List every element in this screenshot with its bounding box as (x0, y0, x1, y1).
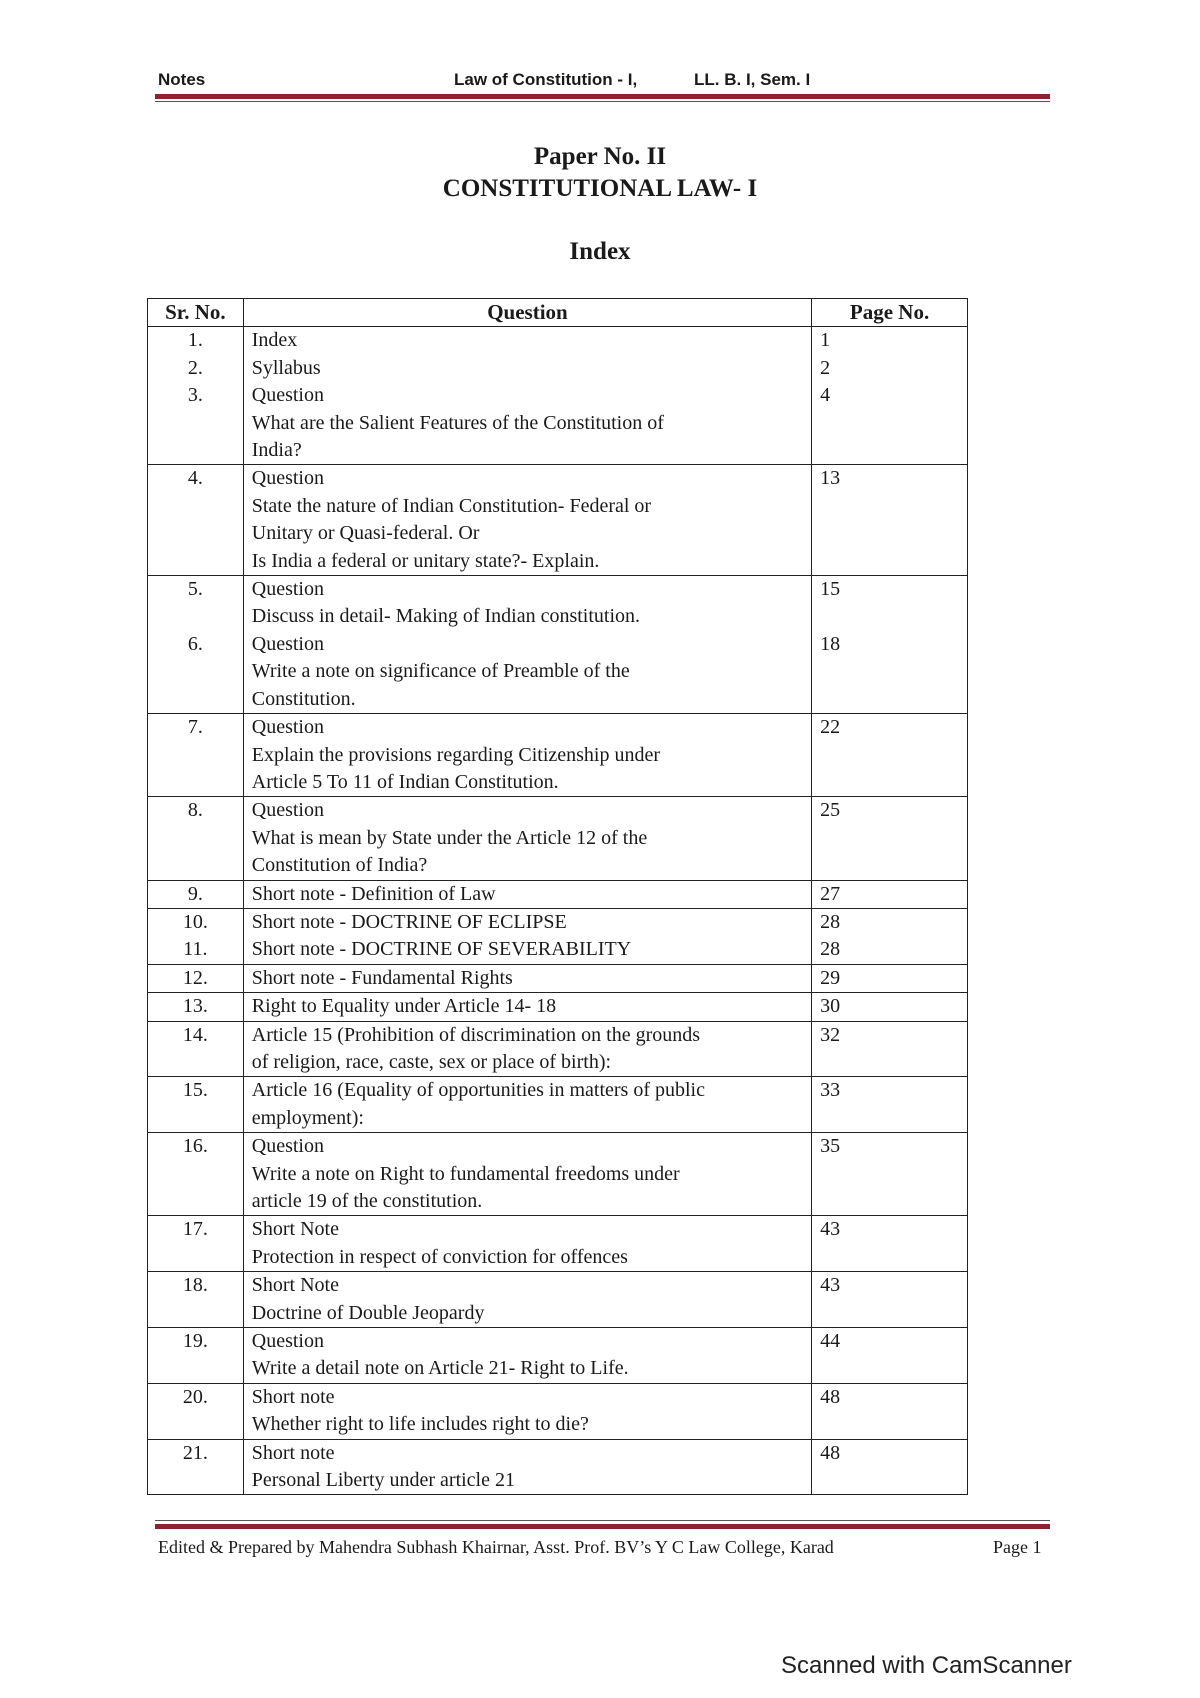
question-cell (243, 797, 811, 880)
serial-number: 21. (182, 1441, 208, 1464)
header-rule-thin (155, 101, 1050, 102)
question-line: Question (251, 632, 324, 655)
question-line: Short note - DOCTRINE OF SEVERABILITY (251, 938, 632, 961)
question-line: What are the Salient Features of the Constitution of (251, 411, 664, 434)
serial-number: 17. (182, 1218, 208, 1241)
page-number: 43 (820, 1274, 841, 1297)
question-line: Syllabus (251, 356, 321, 379)
question-line: Right to Equality under Article 14- 18 (251, 995, 557, 1018)
page-cell (812, 465, 968, 576)
question-line: Short note - Fundamental Rights (251, 966, 513, 989)
question-cell (243, 1133, 811, 1216)
page-cell (812, 327, 968, 465)
serial-cell (148, 465, 244, 576)
question-line: State the nature of Indian Constitution- Federal or (251, 494, 652, 517)
header-semester: LL. B. I, Sem. I (694, 70, 811, 89)
table-row (148, 1383, 968, 1439)
page-number: 35 (820, 1135, 841, 1158)
question-line: Short note - Definition of Law (251, 882, 496, 905)
table-row (148, 1439, 968, 1495)
page-cell (812, 1383, 968, 1439)
page-cell (812, 1439, 968, 1495)
question-line: Article 15 (Prohibition of discrimination on the grounds (251, 1023, 701, 1046)
question-cell (243, 880, 811, 908)
question-line: Discuss in detail- Making of Indian constitution. (251, 605, 641, 628)
table-header-row (148, 299, 968, 327)
table-row (148, 964, 968, 992)
question-line: Short Note (251, 1218, 339, 1241)
question-line: Short note (251, 1385, 335, 1408)
question-cell (243, 993, 811, 1021)
serial-number: 2. (187, 356, 203, 379)
footer-credit: Edited & Prepared by Mahendra Subhash Khairnar, Asst. Prof. BV’s Y C Law College, Karad (158, 1537, 834, 1557)
header-notes: Notes (158, 70, 206, 89)
question-line: Explain the provisions regarding Citizenship under (251, 743, 661, 766)
question-cell (243, 1077, 811, 1133)
question-line: Question (251, 578, 324, 601)
page-number: 2 (820, 356, 831, 379)
serial-number: 12. (182, 966, 208, 989)
question-line: Question (251, 467, 324, 490)
question-cell (243, 1021, 811, 1077)
serial-number: 20. (182, 1385, 208, 1408)
question-cell (243, 1383, 811, 1439)
page-cell (812, 576, 968, 714)
scanner-watermark: Scanned with CamScanner (781, 1652, 1072, 1679)
question-line: Protection in respect of conviction for offences (251, 1245, 628, 1268)
question-cell (243, 465, 811, 576)
serial-number (148, 603, 243, 630)
table-row (148, 714, 968, 797)
question-line: Article 5 To 11 of Indian Constitution. (251, 770, 559, 793)
question-line: article 19 of the constitution. (251, 1190, 483, 1212)
page-number (820, 603, 959, 630)
serial-number: 15. (182, 1079, 208, 1102)
serial-cell (148, 1216, 244, 1272)
question-cell (243, 1439, 811, 1495)
running-header (158, 66, 1048, 96)
serial-cell (148, 1021, 244, 1077)
question-line: Write a note on Right to fundamental freedoms under (251, 1162, 680, 1185)
footer-rule-thin (155, 1520, 1050, 1521)
serial-number: 13. (182, 995, 208, 1018)
table-row (148, 1133, 968, 1216)
page-number: 25 (820, 799, 841, 822)
serial-number: 18. (182, 1274, 208, 1297)
serial-number: 11. (183, 938, 208, 961)
col-header-page: Page No. (812, 299, 968, 327)
question-line: Unitary or Quasi-federal. Or (251, 522, 480, 545)
page-cell (812, 908, 968, 964)
serial-cell (148, 1077, 244, 1133)
question-cell (243, 1328, 811, 1384)
page-number: 28 (820, 938, 841, 961)
page-cell (812, 1133, 968, 1216)
index-heading: Index (569, 238, 631, 265)
serial-cell (148, 1383, 244, 1439)
page-number: 29 (820, 966, 841, 989)
question-line: Question (251, 799, 324, 822)
table-row (148, 465, 968, 576)
page-cell (812, 1077, 968, 1133)
serial-number: 16. (182, 1135, 208, 1158)
question-cell (243, 1272, 811, 1328)
page-number: 13 (820, 467, 841, 490)
page-number: 1 (820, 329, 831, 352)
paper-number: Paper No. II (533, 143, 667, 170)
question-cell (243, 908, 811, 964)
serial-number: 7. (187, 716, 203, 739)
question-line: Constitution. (251, 687, 356, 710)
page-cell (812, 993, 968, 1021)
question-line: Question (251, 384, 324, 407)
footer-page-number: Page 1 (993, 1537, 1042, 1557)
page-number: 4 (820, 384, 831, 407)
table-row (148, 993, 968, 1021)
question-line: Question (251, 1330, 324, 1353)
page-number: 30 (820, 995, 841, 1018)
question-line: Write a detail note on Article 21- Right to Life. (251, 1357, 629, 1380)
serial-cell (148, 1328, 244, 1384)
question-line: Whether right to life includes right to die? (251, 1413, 589, 1436)
serial-cell (148, 964, 244, 992)
question-cell (243, 1216, 811, 1272)
serial-number: 6. (187, 632, 203, 655)
serial-cell (148, 880, 244, 908)
footer-rule (155, 1524, 1050, 1529)
serial-number: 5. (187, 578, 203, 601)
serial-number: 9. (187, 882, 203, 905)
page-number: 44 (820, 1330, 841, 1353)
serial-cell (148, 1439, 244, 1495)
question-line: Short Note (251, 1274, 339, 1297)
table-row (148, 908, 968, 964)
serial-cell (148, 714, 244, 797)
question-cell (243, 327, 811, 465)
table-row (148, 576, 968, 714)
table-row (148, 1077, 968, 1133)
table-row (148, 880, 968, 908)
serial-cell (148, 908, 244, 964)
question-line: Index (251, 329, 298, 352)
question-line: Personal Liberty under article 21 (251, 1469, 515, 1492)
serial-number: 8. (187, 799, 203, 822)
col-header-question: Question (243, 299, 811, 327)
page-cell (812, 1328, 968, 1384)
question-line: Question (251, 716, 324, 739)
page-number: 48 (820, 1385, 841, 1408)
serial-cell (148, 576, 244, 714)
question-line: Short note (251, 1441, 335, 1464)
question-cell (243, 964, 811, 992)
serial-number: 4. (187, 467, 203, 490)
question-line: employment): (251, 1106, 364, 1129)
page-number: 15 (820, 578, 841, 601)
col-header-sr: Sr. No. (148, 299, 244, 327)
serial-cell (148, 797, 244, 880)
header-rule (155, 94, 1050, 99)
table-row (148, 1272, 968, 1328)
question-line: What is mean by State under the Article 12 of the (251, 826, 648, 849)
question-line: Question (251, 1135, 324, 1158)
page-number: 33 (820, 1079, 841, 1102)
serial-number: 10. (182, 910, 208, 933)
table-row (148, 327, 968, 465)
question-line: Constitution of India? (251, 854, 428, 877)
page-cell (812, 1021, 968, 1077)
page-number: 48 (820, 1441, 841, 1464)
page-cell (812, 797, 968, 880)
question-cell (243, 576, 811, 714)
serial-number: 1. (187, 329, 203, 352)
serial-cell (148, 1272, 244, 1328)
serial-number: 3. (187, 384, 203, 407)
question-line: Is India a federal or unitary state?- Explain. (251, 549, 600, 572)
serial-cell (148, 1133, 244, 1216)
question-line: Short note - DOCTRINE OF ECLIPSE (251, 910, 567, 933)
serial-cell (148, 327, 244, 465)
page-number: 18 (820, 632, 841, 655)
page-number: 22 (820, 716, 841, 739)
subject-title: CONSTITUTIONAL LAW- I (442, 175, 758, 202)
page-number: 43 (820, 1218, 841, 1241)
question-line: Article 16 (Equality of opportunities in matters of public (251, 1079, 705, 1102)
header-course: Law of Constitution - I, (454, 70, 638, 89)
question-line: India? (251, 439, 302, 462)
serial-cell (148, 993, 244, 1021)
question-line: of religion, race, caste, sex or place of birth): (251, 1050, 612, 1073)
question-line: Doctrine of Double Jeopardy (251, 1301, 485, 1324)
page-cell (812, 880, 968, 908)
table-row (148, 797, 968, 880)
table-row (148, 1021, 968, 1077)
index-table (147, 298, 968, 1495)
page-cell (812, 1272, 968, 1328)
serial-number: 19. (182, 1330, 208, 1353)
page-number: 28 (820, 910, 841, 933)
page-number: 27 (820, 882, 841, 905)
table-row (148, 1216, 968, 1272)
page-cell (812, 964, 968, 992)
question-cell (243, 714, 811, 797)
page-cell (812, 714, 968, 797)
table-row (148, 1328, 968, 1384)
serial-number: 14. (182, 1023, 208, 1046)
page-cell (812, 1216, 968, 1272)
page-number: 32 (820, 1023, 841, 1046)
question-line: Write a note on significance of Preamble of the (251, 660, 630, 683)
